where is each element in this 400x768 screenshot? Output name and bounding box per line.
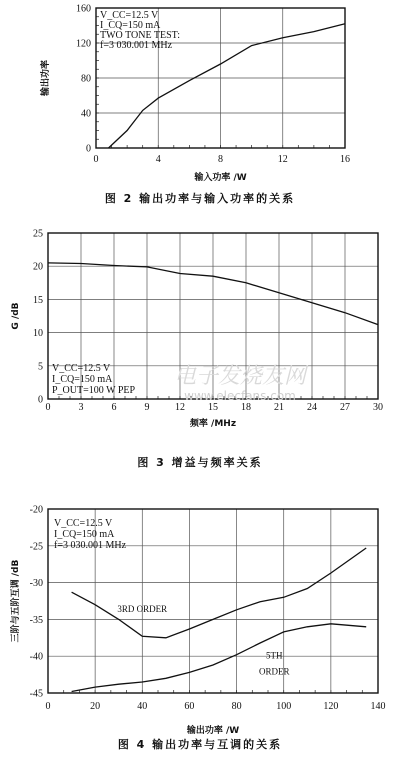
- x-tick-label: 30: [373, 402, 383, 413]
- x-tick-label: 4: [155, 154, 161, 165]
- y-tick-label: 20: [33, 261, 43, 273]
- x-tick-label: 21: [274, 402, 284, 413]
- figure-caption: 图 4 输出功率与互调的关系: [117, 738, 283, 751]
- x-tick-label: 0: [45, 701, 51, 712]
- x-tick-label: 8: [218, 154, 223, 165]
- y-tick-label: 0: [86, 143, 91, 155]
- condition-annotation: P_OUT=100 W PEP: [52, 385, 136, 396]
- watermark-text: 电子发烧友网: [173, 364, 307, 389]
- y-tick-label: -30: [29, 578, 43, 590]
- x-tick-label: 15: [208, 402, 218, 413]
- condition-annotation: V_CC=12.5 V: [100, 10, 159, 21]
- figure-caption: 图 3 增益与频率关系: [137, 456, 263, 469]
- x-tick-label: 12: [277, 154, 288, 165]
- y-axis-label: G /dB: [11, 302, 21, 330]
- x-tick-label: 3: [78, 402, 84, 413]
- y-tick-label: 80: [81, 73, 91, 85]
- series-label-5th-order-suffix: ORDER: [259, 666, 290, 677]
- y-tick-label: 25: [33, 228, 43, 240]
- y-tick-label: -35: [29, 614, 43, 626]
- x-tick-label: 0: [93, 154, 99, 165]
- y-tick-label: 160: [76, 3, 91, 15]
- y-tick-label: 120: [76, 38, 91, 50]
- y-tick-label: -40: [29, 651, 43, 663]
- condition-annotation: V_CC=12.5 V: [52, 363, 111, 374]
- x-tick-label: 6: [111, 402, 117, 413]
- x-tick-label: 16: [340, 154, 350, 165]
- x-tick-label: 24: [307, 402, 317, 413]
- x-tick-label: 100: [276, 701, 292, 712]
- y-tick-label: 40: [81, 108, 91, 120]
- x-tick-label: 20: [90, 701, 101, 712]
- chart-3: [11, 229, 383, 470]
- y-axis-label: 输出功率: [41, 59, 51, 97]
- series-label-3rd-order: 3RD ORDER: [117, 604, 168, 615]
- watermark-url: www.elecfans.com: [184, 389, 296, 403]
- condition-annotation: V_CC=12.5 V: [54, 518, 113, 529]
- condition-annotation: I_CQ=150 mA: [52, 374, 113, 385]
- x-tick-label: 80: [231, 701, 242, 712]
- x-axis-label: 输入功率 /W: [194, 173, 247, 183]
- y-tick-label: -25: [29, 541, 43, 553]
- condition-annotation: I_CQ=150 mA: [100, 20, 161, 31]
- condition-annotation: f=3 030.001 MHz: [54, 540, 127, 551]
- y-tick-label: -20: [29, 504, 43, 516]
- x-tick-label: 40: [137, 701, 148, 712]
- x-axis-label: 频率 /MHz: [189, 419, 237, 429]
- x-tick-label: 27: [340, 402, 350, 413]
- x-tick-label: 18: [241, 402, 251, 413]
- condition-annotation: f=3 030.001 MHz: [100, 40, 173, 51]
- x-tick-label: 120: [323, 701, 339, 712]
- condition-annotation: I_CQ=150 mA: [54, 529, 115, 540]
- x-tick-label: 140: [370, 701, 386, 712]
- y-tick-label: 5: [38, 361, 43, 373]
- figure-caption: 图 2 输出功率与输入功率的关系: [104, 192, 296, 205]
- x-tick-label: 12: [175, 402, 185, 413]
- chart-4: [9, 505, 386, 752]
- y-tick-label: 10: [33, 328, 43, 340]
- y-tick-label: 15: [33, 294, 43, 306]
- x-axis-label: 输出功率 /W: [186, 726, 240, 736]
- x-tick-label: 9: [144, 402, 150, 413]
- condition-annotation: TWO TONE TEST:: [100, 30, 181, 41]
- x-tick-label: 60: [184, 701, 195, 712]
- series-line-5th-order: [72, 624, 367, 692]
- y-axis-label: 三阶与五阶互调 /dB: [11, 559, 21, 643]
- chart-2: [39, 4, 350, 206]
- x-tick-label: 0: [45, 402, 51, 413]
- y-tick-label: -45: [29, 688, 43, 700]
- y-tick-label: 0: [38, 394, 43, 406]
- series-label-5th-order: 5TH: [266, 650, 283, 661]
